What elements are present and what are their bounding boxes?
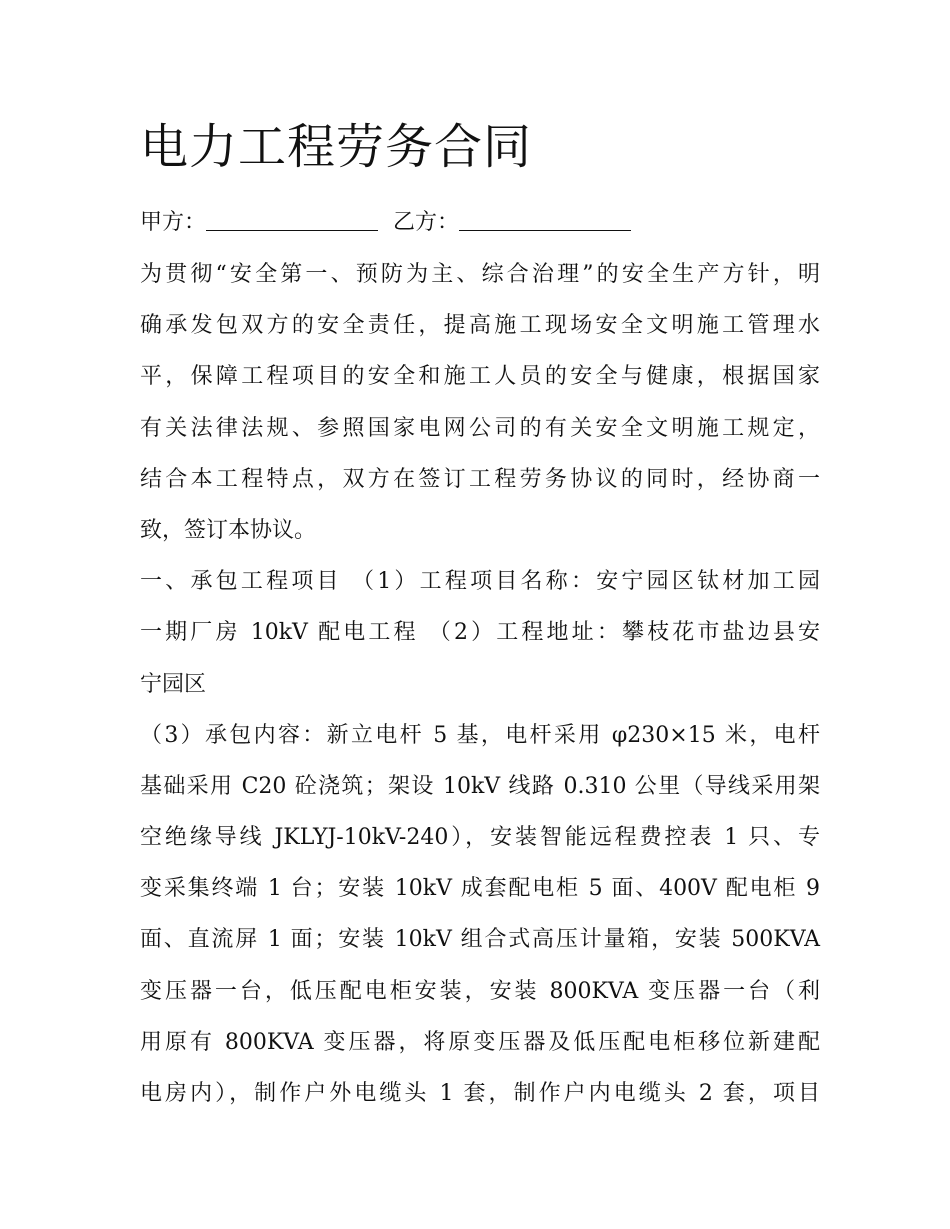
section1-line-3: 宁园区 — [140, 671, 207, 697]
party-b-label: 乙方： — [393, 210, 460, 235]
paragraph1-line-6: 致，签订本协议。 — [140, 517, 317, 543]
party-a-blank-field — [206, 208, 378, 231]
document-title: 电力工程劳务合同 — [140, 119, 533, 175]
parties-line — [140, 200, 639, 246]
item3-line-5: 面、直流屏 1 面；安装 10kV 组合式高压计量箱，安装 500KVA — [140, 927, 820, 953]
item3-line-3: 空绝缘导线 JKLYJ-10kV-240），安装智能远程费控表 1 只、专 — [140, 825, 820, 851]
paragraph1-line-4: 有关法律法规、参照国家电网公司的有关安全文明施工规定， — [140, 415, 820, 441]
item3-line-2: 基础采用 C20 砼浇筑；架设 10kV 线路 0.310 公里（导线采用架 — [140, 773, 820, 799]
contract-body — [140, 249, 820, 1119]
section1-line-1: 一、承包工程项目 （1）工程项目名称：安宁园区钛材加工园 — [140, 569, 820, 595]
section1-line-2: 一期厂房 10kV 配电工程 （2）工程地址：攀枝花市盐边县安 — [140, 620, 820, 646]
item3-line-6: 变压器一台，低压配电柜安装，安装 800KVA 变压器一台（利 — [140, 978, 820, 1004]
paragraph1-line-3: 平，保障工程项目的安全和施工人员的安全与健康，根据国家 — [140, 364, 820, 390]
item3-line-4: 变采集终端 1 台；安装 10kV 成套配电柜 5 面、400V 配电柜 9 — [140, 876, 820, 902]
party-a-label: 甲方： — [140, 210, 207, 235]
party-b-blank-field — [459, 208, 631, 231]
paragraph1-line-1: 为贯彻“安全第一、预防为主、综合治理”的安全生产方针，明 — [140, 262, 820, 287]
paragraph1-line-5: 结合本工程特点，双方在签订工程劳务协议的同时，经协商一 — [140, 466, 820, 492]
item3-line-1: （3）承包内容：新立电杆 5 基，电杆采用 φ230×15 米，电杆 — [140, 722, 820, 748]
paragraph1-line-2: 确承发包双方的安全责任，提高施工现场安全文明施工管理水 — [140, 313, 820, 339]
item3-line-7: 用原有 800KVA 变压器，将原变压器及低压配电柜移位新建配 — [140, 1029, 820, 1055]
item3-line-8: 电房内），制作户外电缆头 1 套，制作户内电缆头 2 套，项目 — [140, 1081, 820, 1106]
